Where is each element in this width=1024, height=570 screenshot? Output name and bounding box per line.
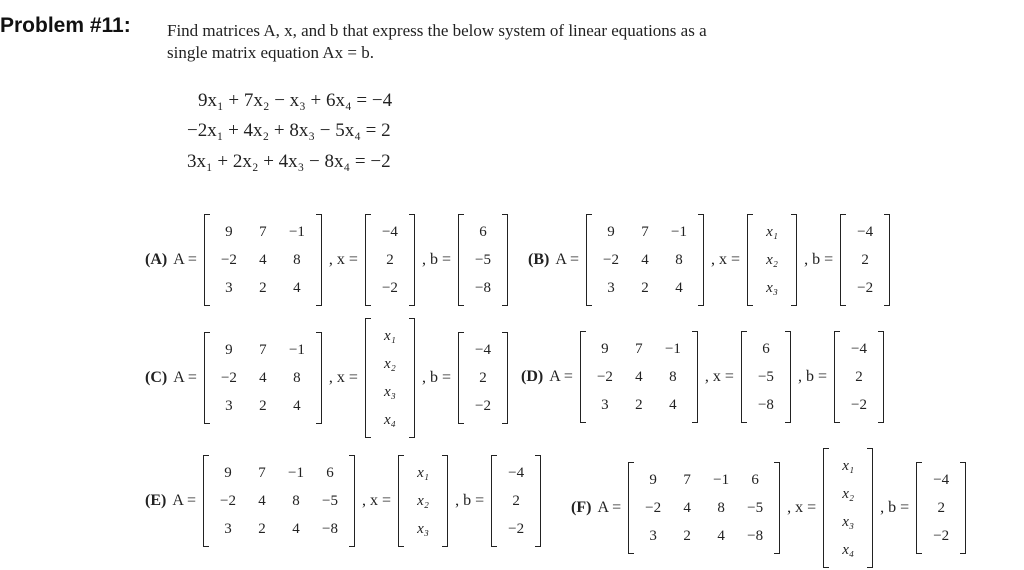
option-label: (A) — [145, 251, 168, 268]
matrix-cell: 9 — [224, 465, 232, 481]
option-label: (F) — [571, 499, 592, 516]
matrix-cell: 3 — [225, 398, 233, 414]
x-equals: , x = — [328, 251, 358, 268]
option-d[interactable] — [521, 331, 889, 423]
x-equals: , x = — [711, 251, 741, 268]
matrix-cell: x₄ — [842, 542, 855, 558]
matrix-cell: 8 — [293, 370, 301, 386]
vector-b — [916, 462, 966, 554]
matrix-a — [204, 214, 322, 306]
matrix-cell: −4 — [475, 342, 491, 358]
equation-3: 3x₁ + 2x₂ + 4x₃ − 8x₄ = −2 — [187, 151, 391, 172]
question-line-1: Find matrices A, x, and b that express the below system of linear equations as a — [167, 21, 707, 40]
matrix-cell: 2 — [641, 280, 649, 296]
b-equals: , b = — [421, 369, 451, 386]
matrix-cell: 4 — [675, 280, 683, 296]
matrix-cell: 9 — [225, 342, 233, 358]
matrix-cell: −2 — [851, 397, 867, 413]
matrix-cell: 3 — [649, 528, 657, 544]
matrix-cell: 6 — [762, 341, 770, 357]
b-equals: , b = — [455, 492, 485, 509]
x-equals: , x = — [362, 492, 392, 509]
matrix-cell: −8 — [475, 280, 491, 296]
matrix-cell: 8 — [292, 493, 300, 509]
matrix-cell: 2 — [479, 370, 487, 386]
matrix-cell: 4 — [258, 493, 266, 509]
matrix-cell: 2 — [683, 528, 691, 544]
matrix-cell: −2 — [603, 252, 620, 268]
matrix-cell: 2 — [259, 280, 267, 296]
matrix-a — [586, 214, 704, 306]
b-equals: , b = — [797, 368, 827, 385]
option-label: (E) — [145, 492, 167, 509]
matrix-cell: 4 — [293, 398, 301, 414]
option-e[interactable] — [145, 455, 546, 547]
matrix-cell: 8 — [293, 252, 301, 268]
matrix-cell: −5 — [322, 493, 339, 509]
matrix-cell: −8 — [747, 528, 764, 544]
matrix-a — [580, 331, 698, 423]
option-label: (D) — [521, 368, 544, 385]
vector-b — [458, 214, 508, 306]
matrix-a — [203, 455, 355, 547]
option-label: (C) — [145, 369, 168, 386]
matrix-cell: 2 — [512, 493, 520, 509]
matrix-cell: 2 — [937, 500, 945, 516]
matrix-cell: 6 — [751, 472, 759, 488]
question-line-2: single matrix equation Ax = b. — [167, 43, 374, 62]
matrix-cell: −4 — [508, 465, 525, 481]
matrix-cell: 2 — [855, 369, 863, 385]
matrix-cell: x₂ — [384, 356, 396, 372]
matrix-cell: 9 — [601, 341, 609, 357]
matrix-cell: −2 — [596, 369, 613, 385]
matrix-cell: 4 — [259, 370, 267, 386]
matrix-cell: 7 — [259, 342, 267, 358]
matrix-cell: −2 — [857, 280, 874, 296]
matrix-cell: 7 — [259, 224, 267, 240]
matrix-cell: 3 — [225, 280, 233, 296]
matrix-cell: 8 — [675, 252, 683, 268]
matrix-cell: 4 — [683, 500, 691, 516]
matrix-cell: −4 — [933, 472, 950, 488]
a-equals: A = — [549, 368, 573, 385]
matrix-cell: 2 — [258, 521, 266, 537]
matrix-cell: −5 — [757, 369, 774, 385]
matrix-cell: −8 — [322, 521, 339, 537]
matrix-cell: 2 — [259, 398, 267, 414]
matrix-cell: x₁ — [842, 458, 855, 474]
matrix-cell: 4 — [293, 280, 301, 296]
matrix-cell: x₄ — [384, 412, 396, 428]
option-label: (B) — [528, 251, 550, 268]
matrix-cell: −5 — [747, 500, 764, 516]
vector-b — [491, 455, 541, 547]
matrix-cell: 2 — [386, 252, 394, 268]
matrix-cell: 4 — [669, 397, 677, 413]
matrix-cell: x₂ — [842, 486, 855, 502]
matrix-cell: 2 — [861, 252, 869, 268]
matrix-cell: 2 — [635, 397, 643, 413]
matrix-cell: −2 — [220, 493, 237, 509]
vector-x — [365, 318, 415, 438]
equation-2: −2x₁ + 4x₂ + 8x₃ − 5x₄ = 2 — [187, 120, 391, 141]
matrix-cell: x₁ — [766, 224, 778, 240]
matrix-cell: 3 — [224, 521, 232, 537]
x-equals: , x = — [704, 368, 734, 385]
matrix-cell: −2 — [381, 280, 398, 296]
matrix-cell: 7 — [683, 472, 691, 488]
matrix-cell: −8 — [757, 397, 774, 413]
vector-x — [741, 331, 791, 423]
vector-b — [834, 331, 884, 423]
vector-x — [398, 455, 448, 547]
matrix-cell: 9 — [225, 224, 233, 240]
b-equals: , b = — [804, 251, 834, 268]
matrix-cell: −4 — [381, 224, 398, 240]
matrix-cell: −1 — [664, 341, 681, 357]
matrix-cell: −1 — [288, 465, 305, 481]
matrix-cell: 4 — [292, 521, 300, 537]
equation-1: 9x₁ + 7x₂ − x₃ + 6x₄ = −4 — [198, 90, 393, 111]
matrix-cell: 9 — [649, 472, 657, 488]
matrix-cell: −4 — [851, 341, 867, 357]
matrix-cell: −1 — [713, 472, 730, 488]
matrix-cell: −2 — [220, 252, 237, 268]
matrix-cell: −2 — [645, 500, 662, 516]
matrix-cell: 8 — [669, 369, 677, 385]
matrix-cell: −4 — [857, 224, 874, 240]
matrix-cell: 3 — [601, 397, 609, 413]
vector-b — [840, 214, 890, 306]
vector-b — [458, 332, 508, 424]
matrix-cell: 4 — [635, 369, 643, 385]
b-equals: , b = — [880, 499, 910, 516]
x-equals: , x = — [328, 369, 358, 386]
matrix-cell: 9 — [607, 224, 615, 240]
a-equals: A = — [555, 251, 580, 268]
matrix-cell: x₃ — [842, 514, 855, 530]
vector-x — [747, 214, 797, 306]
matrix-a — [204, 332, 322, 424]
matrix-cell: x₂ — [766, 252, 778, 268]
matrix-cell: −2 — [508, 521, 525, 537]
vector-x — [823, 448, 873, 568]
a-equals: A = — [172, 492, 197, 509]
question-text — [167, 20, 807, 64]
matrix-cell: 8 — [717, 500, 725, 516]
matrix-cell: −1 — [288, 342, 305, 358]
matrix-a — [628, 462, 780, 554]
option-f[interactable] — [571, 448, 971, 568]
option-c[interactable] — [145, 318, 513, 438]
matrix-cell: 4 — [641, 252, 649, 268]
matrix-cell: 7 — [641, 224, 649, 240]
vector-x — [365, 214, 415, 306]
matrix-cell: −1 — [288, 224, 305, 240]
a-equals: A = — [173, 251, 197, 268]
matrix-cell: x₃ — [766, 280, 778, 296]
matrix-cell: 7 — [635, 341, 643, 357]
matrix-cell: −2 — [933, 528, 950, 544]
matrix-cell: x₁ — [417, 465, 429, 481]
matrix-cell: 3 — [607, 280, 615, 296]
matrix-cell: x₃ — [417, 521, 429, 537]
a-equals: A = — [597, 499, 622, 516]
matrix-cell: −2 — [220, 370, 237, 386]
option-b[interactable] — [528, 214, 895, 306]
matrix-cell: x₁ — [384, 328, 396, 344]
option-a[interactable] — [145, 214, 513, 306]
b-equals: , b = — [421, 251, 451, 268]
matrix-cell: x₂ — [417, 493, 429, 509]
a-equals: A = — [173, 369, 197, 386]
matrix-cell: 7 — [258, 465, 266, 481]
matrix-cell: −2 — [475, 398, 491, 414]
matrix-cell: 6 — [326, 465, 334, 481]
problem-label: Problem #11: — [0, 14, 131, 37]
x-equals: , x = — [787, 499, 817, 516]
matrix-cell: 4 — [259, 252, 267, 268]
matrix-cell: −1 — [671, 224, 688, 240]
matrix-cell: −5 — [475, 252, 491, 268]
matrix-cell: x₃ — [384, 384, 396, 400]
matrix-cell: 4 — [717, 528, 725, 544]
matrix-cell: 6 — [479, 224, 487, 240]
